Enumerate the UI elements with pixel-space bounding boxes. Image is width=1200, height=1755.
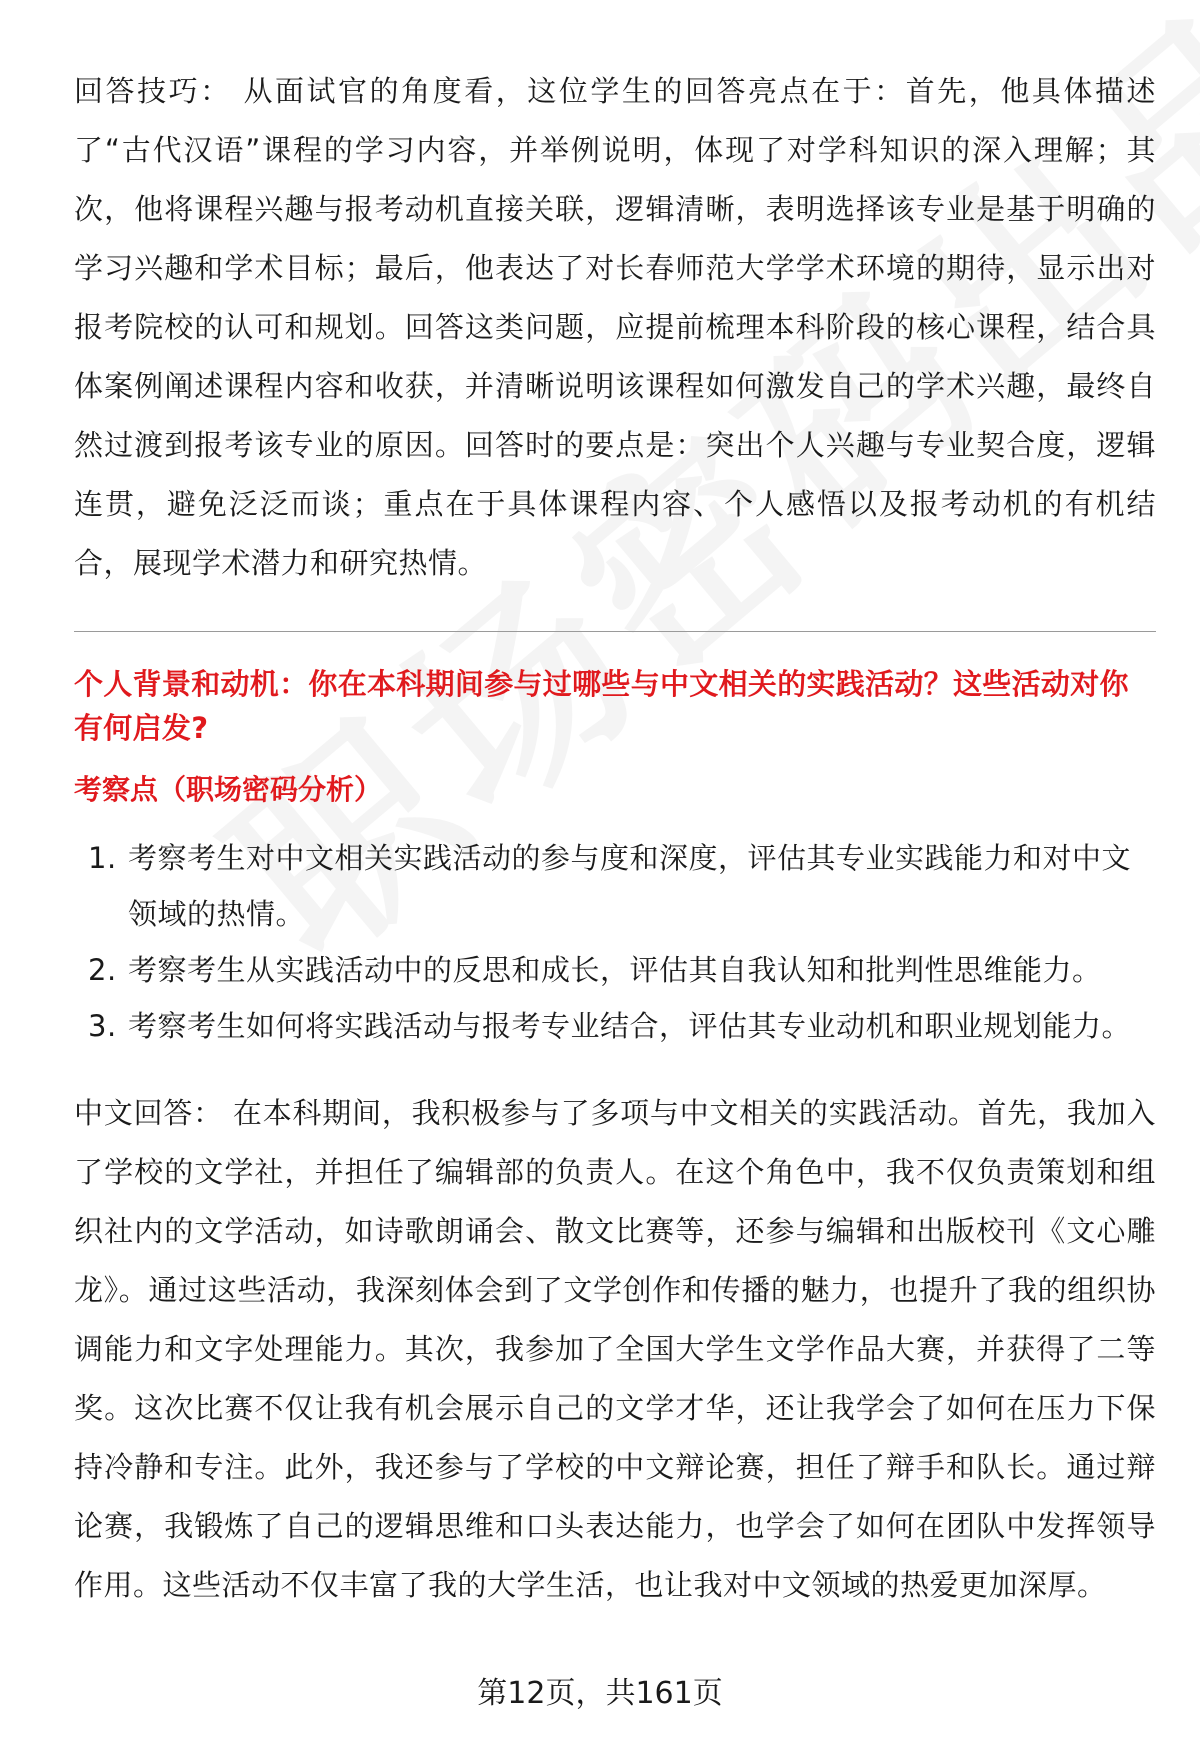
intro-paragraph: 回答技巧： 从面试官的角度看，这位学生的回答亮点在于：首先，他具体描述了“古代汉语”课程的学习内容，并举例说明，体现了对学科知识的深入理解；其次，他将课程兴趣与报考动机直接关联，逻辑清晰，表明选择该专业是基于明确的学习兴趣和学术目标；最后，他表达了对长春师范大学学术环境的期待，显示出对报考院校的认可和规划。回答这类问题，应提前梳理本科阶段的核心课程，结合具体案例阐述课程内容和收获，并清晰说明该课程如何激发自己的学术兴趣，最终自然过渡到报考该专业的原因。回答时的要点是：突出个人兴趣与专业契合度，逻辑连贯，避免泛泛而谈；重点在于具体课程内容、个人感悟以及报考动机的有机结合，展现学术潜力和研究热情。 (74, 74, 1156, 580)
section-divider (74, 631, 1156, 632)
list-item-number: 1. (88, 841, 117, 875)
assessment-points-list (74, 830, 1156, 1054)
list-item-number: 2. (88, 953, 117, 987)
list-item-number: 3. (88, 1009, 117, 1043)
document-body (74, 62, 1156, 1615)
answer-paragraph: 中文回答： 在本科期间，我积极参与了多项与中文相关的实践活动。首先，我加入了学校的文学社，并担任了编辑部的负责人。在这个角色中，我不仅负责策划和组织社内的文学活动，如诗歌朗诵会、散文比赛等，还参与编辑和出版校刊《文心雕龙》。通过这些活动，我深刻体会到了文学创作和传播的魅力，也提升了我的组织协调能力和文字处理能力。其次，我参加了全国大学生文学作品大赛，并获得了二等奖。这次比赛不仅让我有机会展示自己的文学才华，还让我学会了如何在压力下保持冷静和专注。此外，我还参与了学校的中文辩论赛，担任了辩手和队长。通过辩论赛，我锻炼了自己的逻辑思维和口头表达能力，也学会了如何在团队中发挥领导作用。这些活动不仅丰富了我的大学生活，也让我对中文领域的热爱更加深厚。 (74, 1096, 1156, 1602)
list-item (74, 942, 1156, 998)
list-item (74, 998, 1156, 1054)
list-item-text: 考察考生对中文相关实践活动的参与度和深度，评估其专业实践能力和对中文领域的热情。 (128, 841, 1132, 931)
list-item-text: 考察考生从实践活动中的反思和成长，评估其自我认知和批判性思维能力。 (128, 953, 1102, 987)
assessment-subheading: 考察点（职场密码分析） (74, 773, 383, 806)
list-item (74, 830, 1156, 942)
page-footer: 第12页，共161页 (477, 1676, 723, 1711)
list-item-text: 考察考生如何将实践活动与报考专业结合，评估其专业动机和职业规划能力。 (128, 1009, 1132, 1043)
question-heading: 个人背景和动机：你在本科期间参与过哪些与中文相关的实践活动？这些活动对你有何启发? (74, 667, 1129, 745)
